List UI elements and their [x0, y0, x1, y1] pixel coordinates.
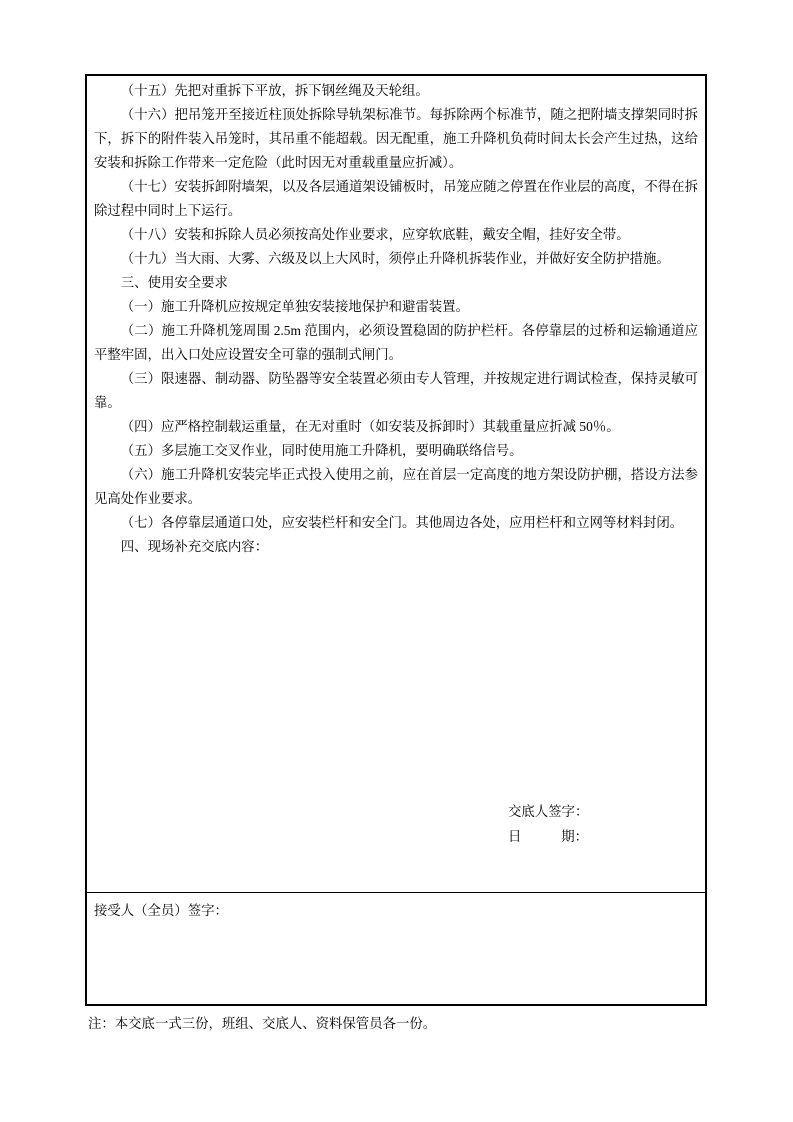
footnote: 注：本交底一式三份，班组、交底人、资料保管员各一份。	[88, 1016, 437, 1031]
paragraph-item-6: （六）施工升降机安装完毕正式投入使用之前，应在首层一定高度的地方架设防护棚，搭设方法参见高处作业要求。	[94, 467, 698, 506]
paragraph-item-1: （一）施工升降机应按规定单独安装接地保护和避雷装置。	[120, 299, 469, 314]
signature-block	[508, 799, 698, 849]
briefer-signature-label: 交底人签字：	[508, 804, 589, 819]
section-heading-usage-safety: 三、使用安全要求	[120, 275, 228, 290]
receiver-signature-label: 接受人（全员）签字：	[94, 903, 228, 918]
paragraph-item-16: （十六）把吊笼开至接近柱顶处拆除导轨架标准节。每拆除两个标准节，随之把附墙支撑架同时拆下，拆下的附件装入吊笼时，其吊重不能超载。因无配重，施工升降机负荷时间太长会产生过热，这给安装和拆除工作带来一定危险（此时因无对重载重量应折减）。	[94, 107, 698, 170]
paragraph-item-7: （七）各停靠层通道口处，应安装栏杆和安全门。其他周边各处，应用栏杆和立网等材料封闭。	[120, 515, 684, 530]
date-label-right: 期：	[561, 829, 588, 844]
paragraph-item-3: （三）限速器、制动器、防坠器等安全装置必须由专人管理，并按规定进行调试检查，保持灵敏可靠。	[94, 371, 698, 410]
paragraph-item-19: （十九）当大雨、大雾、六级及以上大风时，须停止升降机拆装作业，并做好安全防护措施。	[120, 251, 670, 266]
paragraph-item-18: （十八）安装和拆除人员必须按高处作业要求，应穿软底鞋，戴安全帽，挂好安全带。	[120, 227, 630, 242]
paragraph-item-5: （五）多层施工交叉作业，同时使用施工升降机，要明确联络信号。	[120, 443, 523, 458]
receiver-signature-cell	[87, 893, 705, 1004]
paragraph-item-4: （四）应严格控制载运重量，在无对重时（如安装及拆卸时）其载重量应折减 50％。	[120, 419, 620, 434]
date-label-left: 日	[508, 829, 522, 844]
paragraph-item-17: （十七）安装拆卸附墙架，以及各层通道架设铺板时，吊笼应随之停置在作业层的高度，不得在拆除过程中同时上下运行。	[94, 179, 698, 218]
briefing-table	[85, 74, 707, 1006]
main-content-cell	[87, 76, 705, 893]
date-label	[508, 824, 588, 849]
paragraph-item-2: （二）施工升降机笼周围 2.5m 范围内，必须设置稳固的防护栏杆。各停靠层的过桥和运输通道应平整牢固，出入口处应设置安全可靠的强制式闸门。	[94, 323, 698, 362]
paragraph-item-15: （十五）先把对重拆下平放，拆下钢丝绳及天轮组。	[120, 83, 429, 98]
section-heading-site-supplement: 四、现场补充交底内容：	[120, 539, 269, 554]
